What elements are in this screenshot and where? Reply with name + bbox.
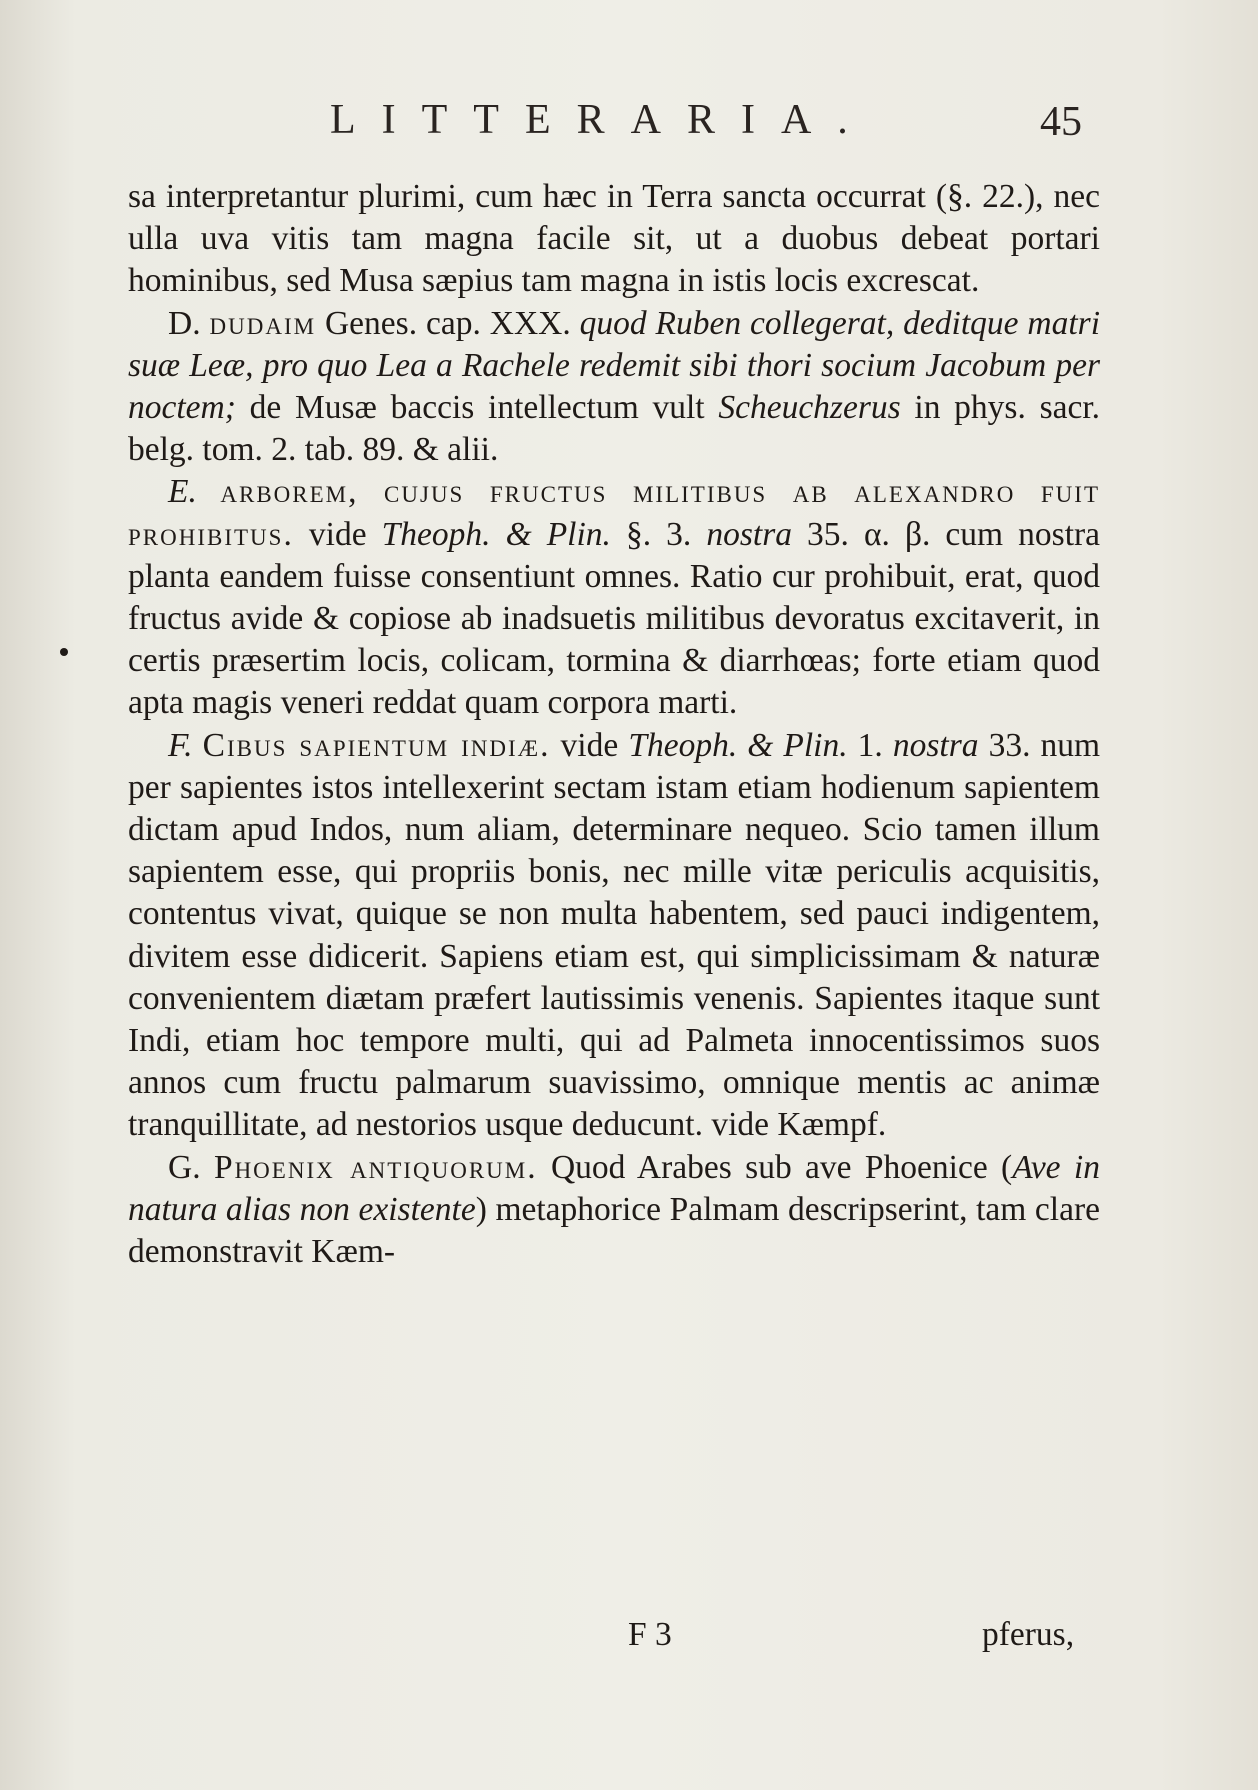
- page-number: 45: [1040, 99, 1082, 145]
- italic-reference: Theoph. & Plin.: [381, 515, 611, 553]
- paragraph-phoenix: [128, 1147, 1100, 1274]
- italic-author: Scheuchzerus: [718, 389, 901, 427]
- italic-reference: nostra: [892, 726, 979, 764]
- text-span: 33. num per sapientes istos intellexerint sectam istam etiam hodienum sapientem dictam apud Indos, num aliam, determinare nequeo. Scio tamen illum sapientem esse, qui propriis bonis, nec mille vitæ periculis acquisitis, contentus vivat, quique se non multa habentem, sed pauci indigentem, divitem esse didicerit. Sapiens etiam est, qui simplicissimam & naturæ convenientem diætam præfert lautissimis venenis. Sapientes itaque sunt Indi, etiam hoc tempore multi, qui ad Palmeta innocentissimos suos annos cum fructu palmarum suavissimo, omnique mentis ac animæ tranquillitate, ad nestorios usque deducunt. vide Kæmpf.: [128, 726, 1101, 1144]
- section-letter: F.: [168, 726, 193, 764]
- italic-quote: quod Ruben collegerat, deditque matri suæ Leæ, pro quo Lea a Rachele redemit sibi thori socium Jacobum per noctem;: [128, 304, 1101, 427]
- text-span: ) metaphorice Palmam descripserint, tam clare demonstravit Kæm-: [128, 1190, 1100, 1271]
- section-letter: D.: [168, 304, 201, 342]
- italic-reference: nostra: [706, 515, 792, 553]
- ink-dot: [60, 648, 68, 656]
- signature-mark: F 3: [628, 1616, 672, 1653]
- section-letter: E.: [168, 473, 197, 511]
- paragraph-dudaim: [128, 303, 1100, 472]
- text-span: vide: [308, 515, 367, 553]
- paragraph-arborem: [128, 471, 1100, 724]
- catchword: pferus,: [982, 1616, 1075, 1653]
- text-span: in phys. sacr. belg. tom. 2. tab. 89. & alii.: [128, 389, 1101, 469]
- italic-reference: Theoph. & Plin.: [628, 726, 848, 764]
- section-heading: arborem, cujus fructus militibus ab alexandro fuit prohibitus.: [128, 473, 1101, 553]
- paragraph-cibus-sapientum: [128, 725, 1100, 1147]
- main-text: [128, 176, 1100, 1273]
- running-title: LITTERARIA.: [330, 97, 874, 143]
- text-span: de Musæ baccis intellectum vult: [249, 389, 705, 427]
- paragraph-musa-grapes: sa interpretantur plurimi, cum hæc in Terra sancta occurrat (§. 22.), nec ulla uva vitis tam magna facile sit, ut a duobus debeat portari hominibus, sed Musa sæpius tam magna in istis locis excrescat.: [128, 178, 1100, 300]
- text-span: Quod Arabes sub ave Phoenice (: [550, 1148, 1013, 1186]
- text-span: 1.: [857, 726, 883, 764]
- text-span: vide: [560, 726, 619, 764]
- text-span: 35. α. β. cum nostra planta eandem fuisse consentiunt omnes. Ratio cur prohibuit, erat, quod fructus avide & copiose ab inadsuetis militibus devoratus excitaverit, in certis præsertim locis, colicam, tormina & diarrhœas; forte etiam quod apta magis veneri reddat quam corpora marti.: [128, 515, 1101, 722]
- section-heading: Cibus sapientum indiæ.: [202, 726, 551, 764]
- text-span: §. 3.: [625, 515, 692, 553]
- section-letter: G.: [168, 1148, 201, 1186]
- section-heading: dudaim: [209, 304, 317, 342]
- italic-parenthetical: Ave in natura alias non existente: [128, 1148, 1100, 1228]
- running-head: [0, 96, 1258, 156]
- page-footer: [0, 1616, 1258, 1666]
- text-span: Genes. cap. XXX.: [324, 304, 571, 342]
- section-heading: Phoenix antiquorum.: [213, 1148, 538, 1186]
